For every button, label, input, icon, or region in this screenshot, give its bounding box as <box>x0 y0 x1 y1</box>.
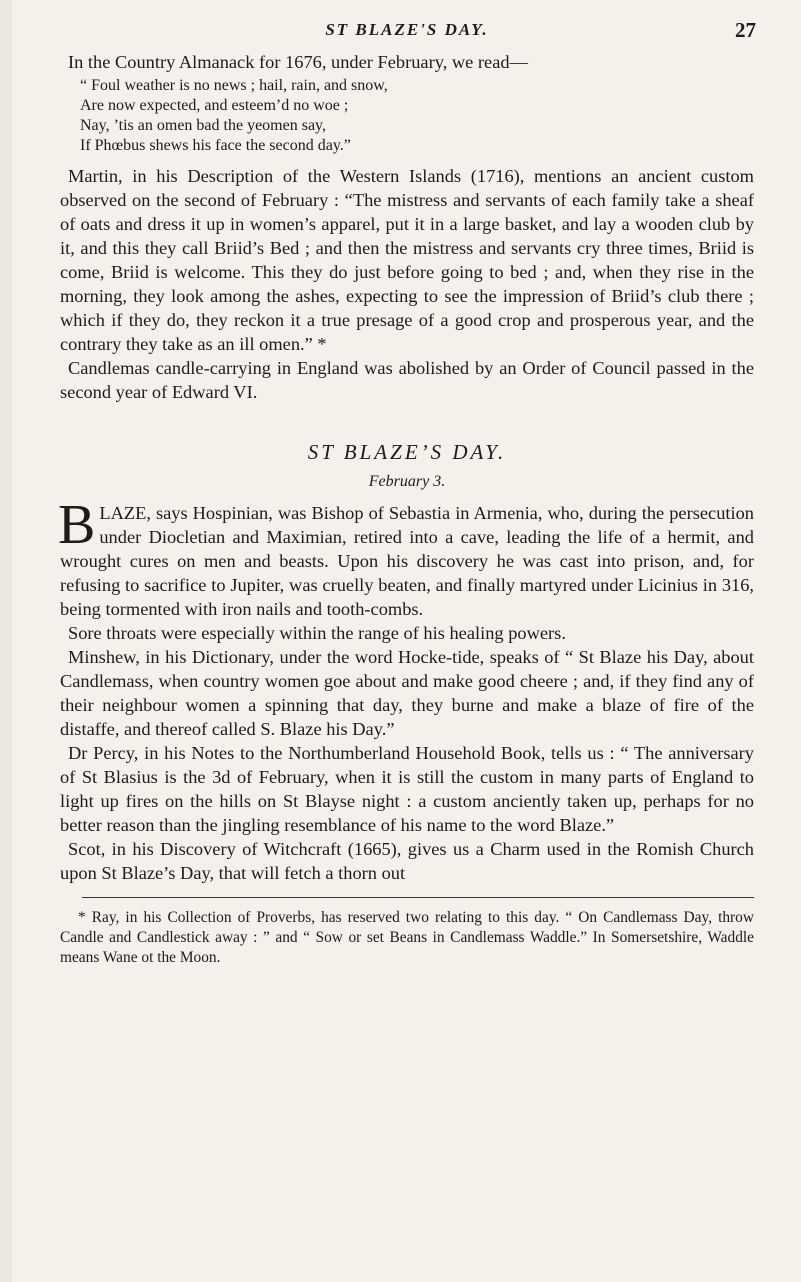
verse-line: Are now expected, and esteem’d no woe ; <box>80 97 349 114</box>
footnote-rule <box>82 897 754 898</box>
section-date: February 3. <box>368 473 446 490</box>
drop-cap-letter: B <box>58 494 96 556</box>
page-number: 27 <box>735 18 756 42</box>
page-gutter-shadow <box>0 0 12 1282</box>
intro-line: In the Country Almanack for 1676, under February, we read— <box>68 52 528 72</box>
page-header <box>60 14 754 50</box>
paragraph-minshew: Minshew, in his Dictionary, under the word Hocke-tide, speaks of “ St Blaze his Day, about Candlemass, when country women goe about and make good cheere ; and, if they find any of their neighbour women a spinning that day, they burne and make a blaze of fire of the distaffe, and thereof called S. Blaze his Day.” <box>60 647 754 739</box>
verse-line: If Phœbus shews his face the second day.” <box>80 137 351 154</box>
section-title: ST BLAZE’S DAY. <box>307 440 507 464</box>
paragraph-blaze <box>58 494 754 621</box>
paragraph-blaze-text: LAZE, says Hospinian, was Bishop of Sebastia in Armenia, who, during the persecution under Diocletian and Maximian, retired into a cave, leading the life of a hermit, and wrought cures on men and beasts. Upon his discovery he was cast into prison, and, for refusing to sacrifice to Jupiter, was cruelly beaten, and finally martyred under Licinius in 316, being tormented with iron nails and tooth-combs. <box>60 503 754 619</box>
verse-block <box>80 76 754 156</box>
paragraph-sore-throats: Sore throats were especially within the range of his healing powers. <box>68 623 566 643</box>
paragraph-percy: Dr Percy, in his Notes to the Northumberland Household Book, tells us : “ The anniversary of St Blasius is the 3d of February, when it is still the custom in many parts of England to light up fires on the hills on St Blayse night : a custom anciently taken up, perhaps for no better reason than the jingling resemblance of his name to the word Blaze.” <box>60 743 754 835</box>
paragraph-candlemas: Candlemas candle-carrying in England was abolished by an Order of Council passed in the second year of Edward VI. <box>60 358 754 402</box>
running-title: ST BLAZE'S DAY. <box>325 20 489 39</box>
footnote <box>60 908 754 968</box>
book-page <box>60 14 754 968</box>
verse-line: “ Foul weather is no news ; hail, rain, and snow, <box>80 77 388 94</box>
footnote-text: * Ray, in his Collection of Proverbs, has reserved two relating to this day. “ On Candlemass Day, throw Candle and Candlestick away : ” and “ Sow or set Beans in Candlemass Waddle.” In Somersetshire, Waddle means Wane ot the Moon. <box>60 909 754 966</box>
paragraph-martin: Martin, in his Description of the Western Islands (1716), mentions an ancient custom observed on the second of February : “The mistress and servants of each family take a sheaf of oats and dress it up in women’s apparel, put it in a large basket, and lay a wooden club by it, and this they call Briid’s Bed ; and then the mistress and servants cry three times, Briid is come, Briid is welcome. This they do just before going to bed ; and, when they rise in the morning, they look among the ashes, expecting to see the impression of Briid’s club there ; which if they do, they reckon it a true presage of a good crop and prosperous year, and the contrary they take as an ill omen.” * <box>60 166 754 354</box>
verse-line: Nay, ’tis an omen bad the yeomen say, <box>80 117 327 134</box>
paragraph-scot: Scot, in his Discovery of Witchcraft (1665), gives us a Charm used in the Romish Church upon St Blaze’s Day, that will fetch a thorn out <box>60 839 754 883</box>
